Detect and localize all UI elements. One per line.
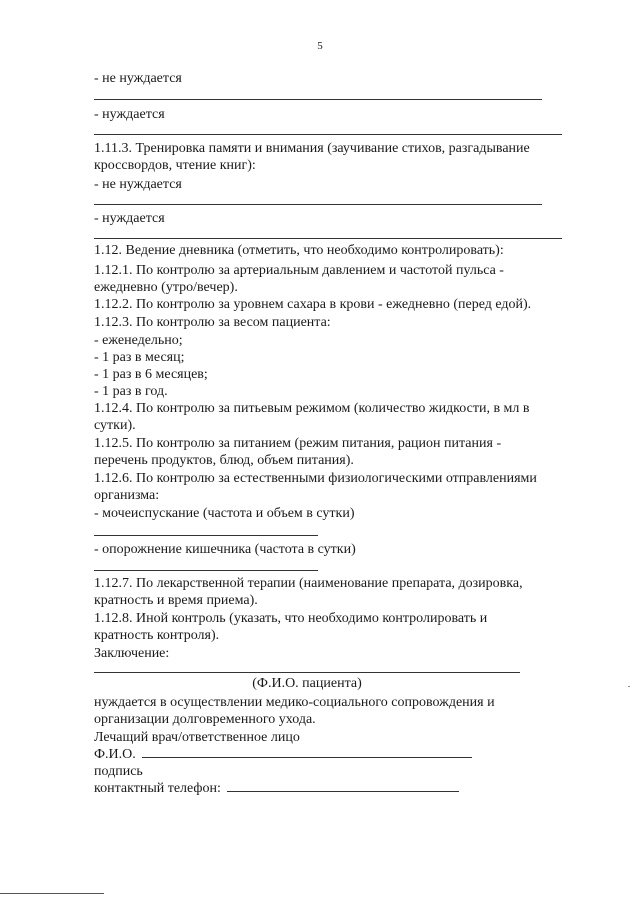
answer-line[interactable] [94,134,562,135]
section-heading: 1.11.3. Тренировка памяти и внимания (заучивание стихов, разгадывание [94,141,530,156]
answer-line[interactable] [94,570,318,571]
section-text: кратность и время приема). [94,593,258,608]
footnote-rule [0,893,104,894]
signature-label: подпись [94,764,143,779]
phone-label: контактный телефон: [94,781,221,796]
answer-line[interactable] [94,204,542,205]
section-text: 1.12.1. По контролю за артериальным давлением и частотой пульса - [94,263,504,278]
section-heading: 1.12. Ведение дневника (отметить, что необходимо контролировать): [94,243,504,258]
option-needed: - нуждается [94,211,165,226]
section-text: 1.12.3. По контролю за весом пациента: [94,315,331,330]
section-text: организации долговременного ухода. [94,712,316,727]
section-text: 1.12.5. По контролю за питанием (режим питания, рацион питания - [94,436,502,451]
conclusion-label: Заключение: [94,646,170,661]
answer-line[interactable] [94,99,542,100]
page-number: 5 [317,40,323,52]
answer-line[interactable] [94,238,562,239]
section-text: кратность контроля). [94,628,220,643]
answer-line[interactable] [94,535,318,536]
phone-row [94,779,459,797]
section-text: перечень продуктов, блюд, объем питания). [94,453,354,468]
list-item: - еженедельно; [94,333,183,348]
option-needed: - нуждается [94,107,165,122]
option-not-needed: - не нуждается [94,71,182,86]
list-item: - мочеиспускание (частота и объем в сутки) [94,506,355,521]
fio-label: Ф.И.О. [94,747,136,762]
patient-name-line[interactable] [94,672,520,673]
section-text: кроссвордов, чтение книг): [94,158,256,173]
fio-row [94,745,472,763]
section-text: сутки). [94,418,136,433]
option-not-needed: - не нуждается [94,177,182,192]
patient-name-caption: (Ф.И.О. пациента) [252,676,362,691]
list-item: - 1 раз в год. [94,384,168,399]
phone-field-line[interactable] [227,779,459,792]
list-item: - 1 раз в 6 месяцев; [94,367,208,382]
section-text: нуждается в осуществлении медико-социального сопровождения и [94,695,495,710]
scan-artifact [628,686,630,687]
list-item: - 1 раз в месяц; [94,350,185,365]
section-text: 1.12.4. По контролю за питьевым режимом (количество жидкости, в мл в [94,401,530,416]
section-text: 1.12.7. По лекарственной терапии (наименование препарата, дозировка, [94,576,523,591]
fio-field-line[interactable] [142,745,472,758]
list-item: - опорожнение кишечника (частота в сутки) [94,542,356,557]
section-text: ежедневно (утро/вечер). [94,280,238,295]
section-text: 1.12.6. По контролю за естественными физиологическими отправлениями [94,471,537,486]
section-text: организма: [94,488,160,503]
section-text: 1.12.2. По контролю за уровнем сахара в крови - ежедневно (перед едой). [94,297,532,312]
doctor-label: Лечащий врач/ответственное лицо [94,730,300,745]
section-text: 1.12.8. Иной контроль (указать, что необходимо контролировать и [94,611,488,626]
